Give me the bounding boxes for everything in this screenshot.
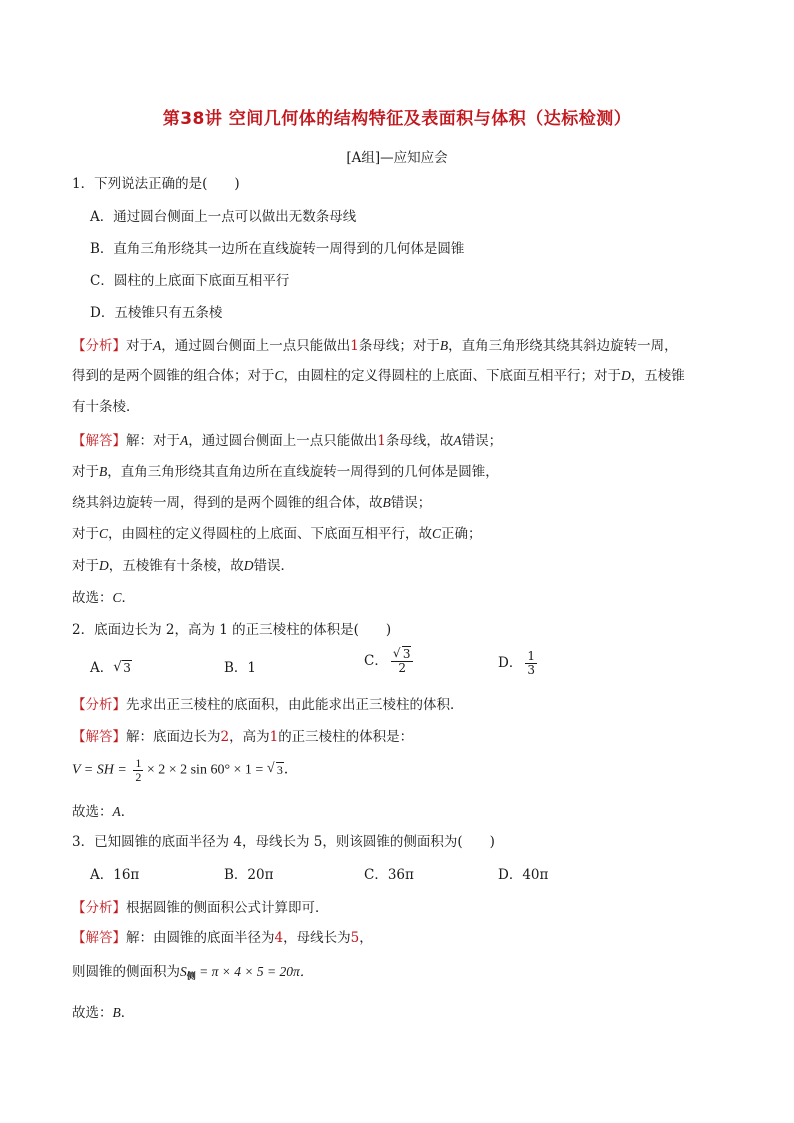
fraction xyxy=(391,648,414,675)
sqrt-symbol xyxy=(113,658,132,678)
numerator: 1 xyxy=(527,649,535,663)
text: ，由圆柱的定义得圆柱的上底面、下底面互相平行，故 xyxy=(108,526,433,542)
formula-middle: × 2 × 2 sin 60° × 1 = xyxy=(146,762,267,778)
text: 对于 xyxy=(126,338,153,354)
numerator: 1 xyxy=(135,756,142,770)
text: 故选： xyxy=(72,590,113,606)
text: 先求出正三棱柱的底面积，由此能求出正三棱柱的体积． xyxy=(126,697,464,713)
formula: = π × 4 × 5 = 20π． xyxy=(195,964,314,979)
analysis-tag: 【分析】 xyxy=(72,338,126,354)
analysis-tag: 【分析】 xyxy=(72,697,126,713)
var: C xyxy=(432,526,442,541)
question-3-option-b: B．20π xyxy=(224,867,274,883)
number: 1 xyxy=(269,729,279,745)
question-1-answer-line-5 xyxy=(72,556,294,576)
question-1-choice xyxy=(72,588,135,608)
text: 对于 xyxy=(72,558,99,574)
question-1-answer-line-1 xyxy=(72,431,502,451)
var: A xyxy=(180,433,189,448)
question-3-stem: 3．已知圆锥的底面半径为 4，母线长为 5，则该圆锥的侧面积为( ) xyxy=(72,834,495,850)
option-label: D． xyxy=(498,655,523,671)
question-1-analysis-line-3: 有十条棱． xyxy=(72,399,140,415)
text: 根据圆锥的侧面积公式计算即可． xyxy=(126,900,329,916)
var: D xyxy=(621,368,631,383)
sqrt-symbol xyxy=(267,760,284,781)
number: 1 xyxy=(350,338,359,354)
denominator: 2 xyxy=(398,661,406,675)
option-label: A． xyxy=(90,660,114,676)
var: B xyxy=(439,338,449,353)
text: 的正三棱柱的体积是： xyxy=(278,729,414,745)
radicand: 3 xyxy=(402,647,411,661)
denominator: 3 xyxy=(527,663,535,677)
text: 解：底面边长为 xyxy=(126,729,221,745)
radicand: 3 xyxy=(276,762,283,777)
analysis-tag: 【分析】 xyxy=(72,900,126,916)
question-2-option-b: B．1 xyxy=(224,660,257,676)
var: C xyxy=(274,368,284,383)
answer-tag: 【解答】 xyxy=(72,729,126,745)
text: ，通过圆台侧面上一点只能做出 xyxy=(161,338,351,354)
question-3-analysis xyxy=(72,898,329,918)
text: 条母线；对于 xyxy=(358,338,440,354)
text: ． xyxy=(120,1005,135,1021)
formula-lhs: V = SH = xyxy=(72,762,131,778)
text: ，直角三角形绕其绕其斜边旋转一周， xyxy=(448,338,678,354)
question-1-analysis-line-1 xyxy=(72,336,678,356)
text: 错误； xyxy=(390,495,432,511)
question-2-choice xyxy=(72,802,134,822)
text: ， xyxy=(359,930,373,946)
text: 故选： xyxy=(72,1005,113,1021)
text: ，高为 xyxy=(229,729,270,745)
question-3-option-d: D．40π xyxy=(498,867,549,883)
answer-tag: 【解答】 xyxy=(72,930,126,946)
var: S xyxy=(180,964,187,979)
text: ，五棱锥 xyxy=(630,368,685,384)
text: 则圆锥的侧面积为 xyxy=(72,964,180,980)
text: 条母线，故 xyxy=(385,433,454,449)
var: A xyxy=(453,433,462,448)
question-3-option-a: A．16π xyxy=(90,867,140,883)
text: ． xyxy=(120,804,135,820)
var: D xyxy=(243,558,254,573)
text: 错误． xyxy=(253,558,294,574)
question-3-choice xyxy=(72,1003,134,1023)
number: 1 xyxy=(377,433,386,449)
var: C xyxy=(99,526,109,541)
var: D xyxy=(99,558,109,573)
answer-tag: 【解答】 xyxy=(72,433,126,449)
var: B xyxy=(99,464,108,479)
question-2-answer xyxy=(72,727,413,747)
question-1-answer-line-3 xyxy=(72,493,431,513)
fraction xyxy=(133,757,143,784)
question-1-analysis-line-2 xyxy=(72,366,685,386)
text: ，通过圆台侧面上一点只能做出 xyxy=(188,433,378,449)
question-1-option-c: C．圆柱的上底面下底面互相平行 xyxy=(90,273,290,289)
question-2-option-d xyxy=(498,650,537,677)
text: 对于 xyxy=(72,526,99,542)
question-2-option-a xyxy=(90,658,132,678)
question-2-option-c xyxy=(364,648,413,675)
text: 错误； xyxy=(461,433,503,449)
radicand: 3 xyxy=(123,661,131,675)
text: 绕其斜边旋转一周，得到的是两个圆锥的组合体，故 xyxy=(72,495,383,511)
var: A xyxy=(112,804,121,819)
var: B xyxy=(382,495,391,510)
text: 对于 xyxy=(72,464,99,480)
question-1-answer-line-4 xyxy=(72,524,482,544)
question-1-stem: 1．下列说法正确的是( ) xyxy=(72,176,240,192)
option-label: C． xyxy=(364,653,388,669)
number: 4 xyxy=(274,930,284,946)
question-2-stem: 2．底面边长为 2，高为 1 的正三棱柱的体积是( ) xyxy=(72,622,392,638)
question-3-answer xyxy=(72,928,373,948)
formula-end: ． xyxy=(283,762,298,778)
question-1-option-a: A．通过圆台侧面上一点可以做出无数条母线 xyxy=(90,209,357,225)
text: 解：对于 xyxy=(126,433,180,449)
text: ，母线长为 xyxy=(283,930,351,946)
question-1-answer-line-2 xyxy=(72,462,499,482)
question-1-option-d: D．五棱锥只有五条棱 xyxy=(90,305,223,321)
text: ，五棱锥有十条棱，故 xyxy=(108,558,244,574)
var: C xyxy=(112,590,122,605)
question-3-option-c: C．36π xyxy=(364,867,414,883)
section-subtitle: [A组]—应知应会 xyxy=(346,150,448,166)
number: 5 xyxy=(350,930,360,946)
page-title: 第38讲 空间几何体的结构特征及表面积与体积（达标检测） xyxy=(162,109,632,129)
var: B xyxy=(112,1005,121,1020)
question-1-option-b: B．直角三角形绕其一边所在直线旋转一周得到的几何体是圆锥 xyxy=(90,241,465,257)
text: 解：由圆锥的底面半径为 xyxy=(126,930,275,946)
text: 故选： xyxy=(72,804,113,820)
number: 2 xyxy=(220,729,230,745)
denominator: 2 xyxy=(135,770,142,784)
fraction xyxy=(525,650,537,677)
text: 得到的是两个圆锥的组合体；对于 xyxy=(72,368,275,384)
subscript: 侧 xyxy=(186,972,196,982)
text: ． xyxy=(121,590,136,606)
text: ，直角三角形绕其直角边所在直线旋转一周得到的几何体是圆锥， xyxy=(107,464,499,480)
sqrt-symbol xyxy=(393,648,412,661)
question-2-volume-formula xyxy=(72,757,298,784)
text: ，由圆柱的定义得圆柱的上底面、下底面互相平行；对于 xyxy=(283,368,622,384)
question-3-lateral-area xyxy=(72,962,313,987)
question-2-analysis xyxy=(72,695,464,715)
var: A xyxy=(153,338,162,353)
text: 正确； xyxy=(441,526,482,542)
